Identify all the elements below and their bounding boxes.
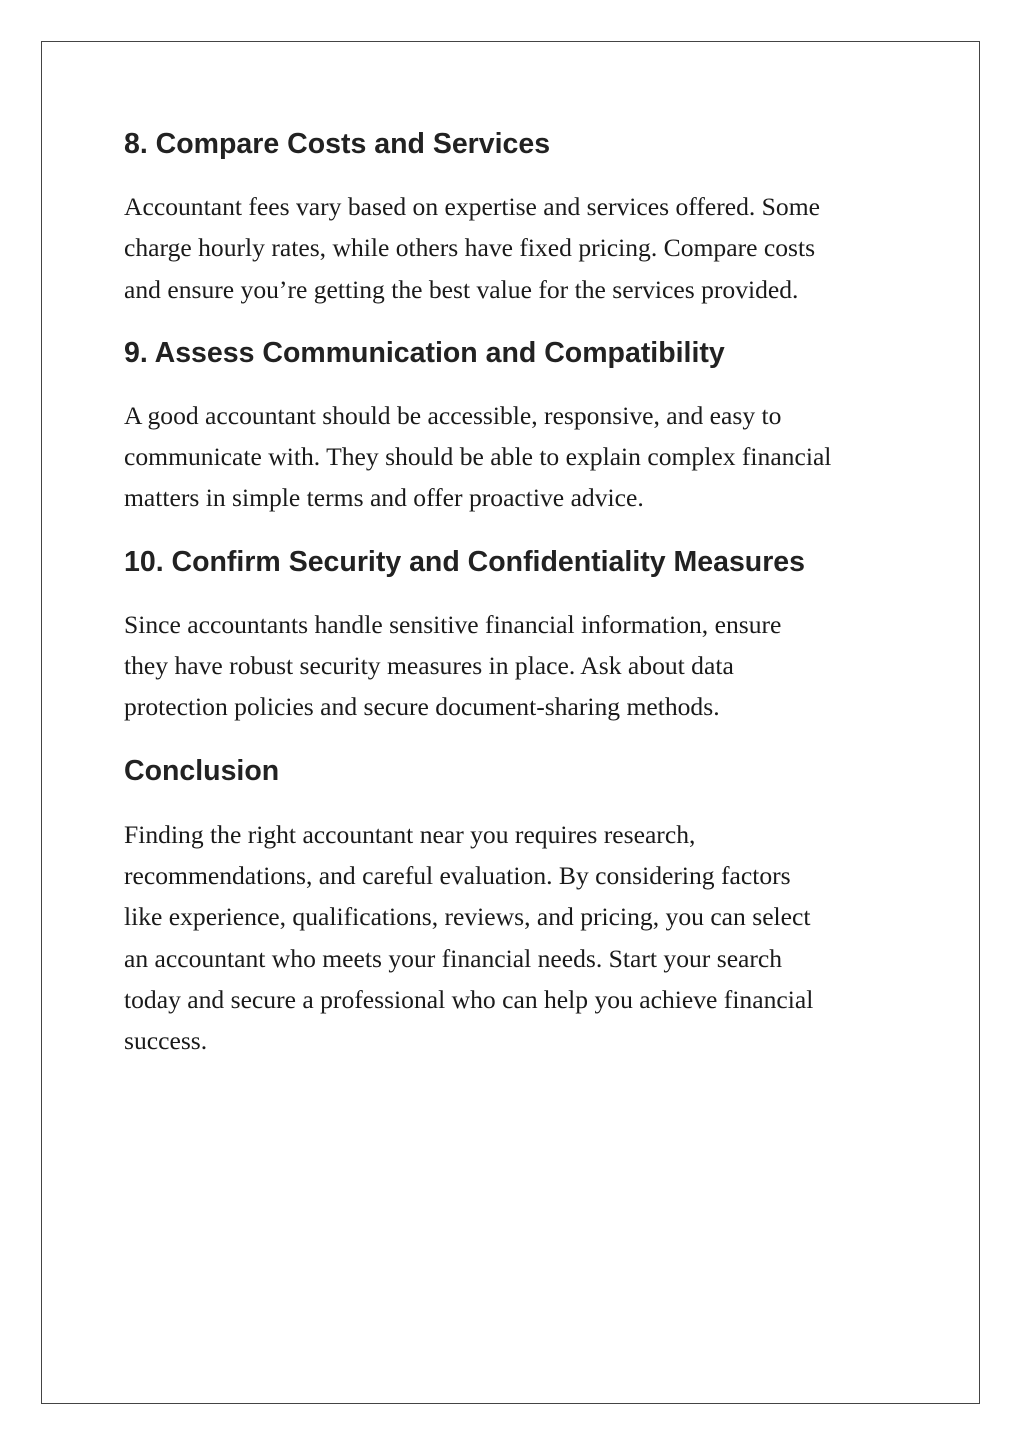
section-confirm-security xyxy=(124,540,914,728)
paragraph-line: A good accountant should be accessible, responsive, and easy to xyxy=(124,400,782,430)
paragraph-line: matters in simple terms and offer proactive advice. xyxy=(124,483,644,513)
paragraph-line: recommendations, and careful evaluation. By considering factors xyxy=(124,860,791,890)
section-heading: 9. Assess Communication and Compatibility xyxy=(124,336,725,369)
paragraph-line: today and secure a professional who can help you achieve financial xyxy=(124,984,814,1014)
section-heading: 10. Confirm Security and Confidentiality Measures xyxy=(124,545,805,578)
section-heading: 8. Compare Costs and Services xyxy=(124,128,551,160)
paragraph-line: success. xyxy=(124,1026,208,1056)
paragraph-line: Since accountants handle sensitive financial information, ensure xyxy=(124,609,782,639)
paragraph-line: they have robust security measures in place. Ask about data xyxy=(124,651,734,681)
section-paragraph xyxy=(124,604,914,728)
section-conclusion xyxy=(124,749,914,1062)
section-paragraph xyxy=(124,814,914,1062)
section-compare-costs xyxy=(124,122,914,310)
section-paragraph xyxy=(124,395,914,519)
paragraph-line: Accountant fees vary based on expertise and services offered. Some xyxy=(124,192,820,221)
document-content xyxy=(124,122,914,1061)
paragraph-line: like experience, qualifications, reviews, and pricing, you can select xyxy=(124,902,811,932)
paragraph-line: protection policies and secure document-sharing methods. xyxy=(124,692,720,722)
paragraph-line: charge hourly rates, while others have fixed pricing. Compare costs xyxy=(124,233,816,263)
paragraph-line: communicate with. They should be able to explain complex financial xyxy=(124,442,832,472)
section-paragraph xyxy=(124,186,914,310)
section-heading: Conclusion xyxy=(124,754,280,787)
paragraph-line: an accountant who meets your financial needs. Start your search xyxy=(124,943,783,973)
paragraph-line: Finding the right accountant near you requires research, xyxy=(124,819,696,849)
section-assess-communication xyxy=(124,331,914,519)
paragraph-line: and ensure you’re getting the best value for the services provided. xyxy=(124,274,799,304)
